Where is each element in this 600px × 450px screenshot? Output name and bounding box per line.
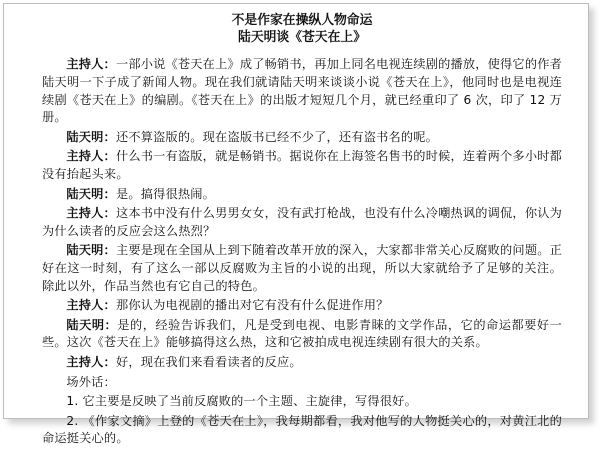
speaker-label: 主持人： [66,57,116,72]
speaker-label: 陆天明： [66,317,118,332]
paragraph [42,205,562,240]
section-label-text: 场外话： [66,374,116,389]
paragraph [42,148,562,183]
paragraph-text: 是的，经验告诉我们，凡是受到电视、电影青睐的文学作品，它的命运都要好一些。这次《苍天在上》能够搞得这么热，这和它被拍成电视连续剧有很大的关系。 [42,317,562,350]
paragraph-text: 主要是现在全国从上到下随着改革开放的深入，大家都非常关心反腐败的问题。正好在这一时刻，有了这么一部以反腐败为主旨的小说的出现，所以大家就给予了足够的关注。除此以外，作品当然也有它自己的特色。 [42,243,562,293]
paragraph-text: 好，现在我们来看看读者的反应。 [115,354,302,369]
paragraph [42,186,562,204]
document-title: 不是作家在操纵人物命运 [231,13,373,28]
paragraph [42,129,562,147]
speaker-label: 陆天明： [66,243,116,258]
speaker-label: 陆天明： [66,186,116,201]
speaker-label: 陆天明： [66,129,116,144]
document-body [42,12,562,450]
paragraph [42,56,562,126]
document-frame [3,3,589,446]
paragraph-text: 是。搞得很热闹。 [115,186,216,201]
paragraph-text: 什么书一有盗版，就是畅销书。据说你在上海签名售书的时候，连着两个多小时都没有抬起头来。 [42,149,562,181]
paragraph-text: 一部小说《苍天在上》成了畅销书，再加上同名电视连续剧的播放，使得它的作者陆天明一下子成了新闻人物。现在我们就请陆天明来谈谈小说《苍天在上》，他同时也是电视连续剧《苍天在上》的编剧。《苍天在上》的出版才短短几个月，就已经重印了 6 次，印了 12 万册。 [42,57,562,125]
paragraph [42,242,562,295]
paragraph [42,317,562,352]
speaker-label: 主持人： [66,298,116,313]
paragraph [42,354,562,372]
speaker-label: 主持人： [66,206,116,221]
document-subtitle: 陆天明谈《苍天在上》 [238,30,366,46]
paragraph [42,297,562,315]
speaker-label: 主持人： [66,354,116,369]
paragraph-text: 这本书中没有什么男男女女，没有武打枪战，也没有什么冷嘲热讽的调侃，你认为为什么读者的反应会这么热烈？ [42,206,562,238]
paragraph-text: 还不算盗版的。现在盗版书已经不少了，还有盗书名的呢。 [115,129,439,144]
list-item: 1. 它主要是反映了当前反腐败的一个主题、主旋律，写得很好。 [66,394,417,409]
speaker-label: 主持人： [66,149,116,164]
paragraph-text: 那你认为电视剧的播出对它有没有什么促进作用？ [115,298,389,313]
list-item: 2. 《作家文摘》上登的《苍天在上》，我每期都看，我对他写的人物挺关心的，对黄江北的命运挺关心的。 [42,413,562,446]
section-label [42,374,562,392]
